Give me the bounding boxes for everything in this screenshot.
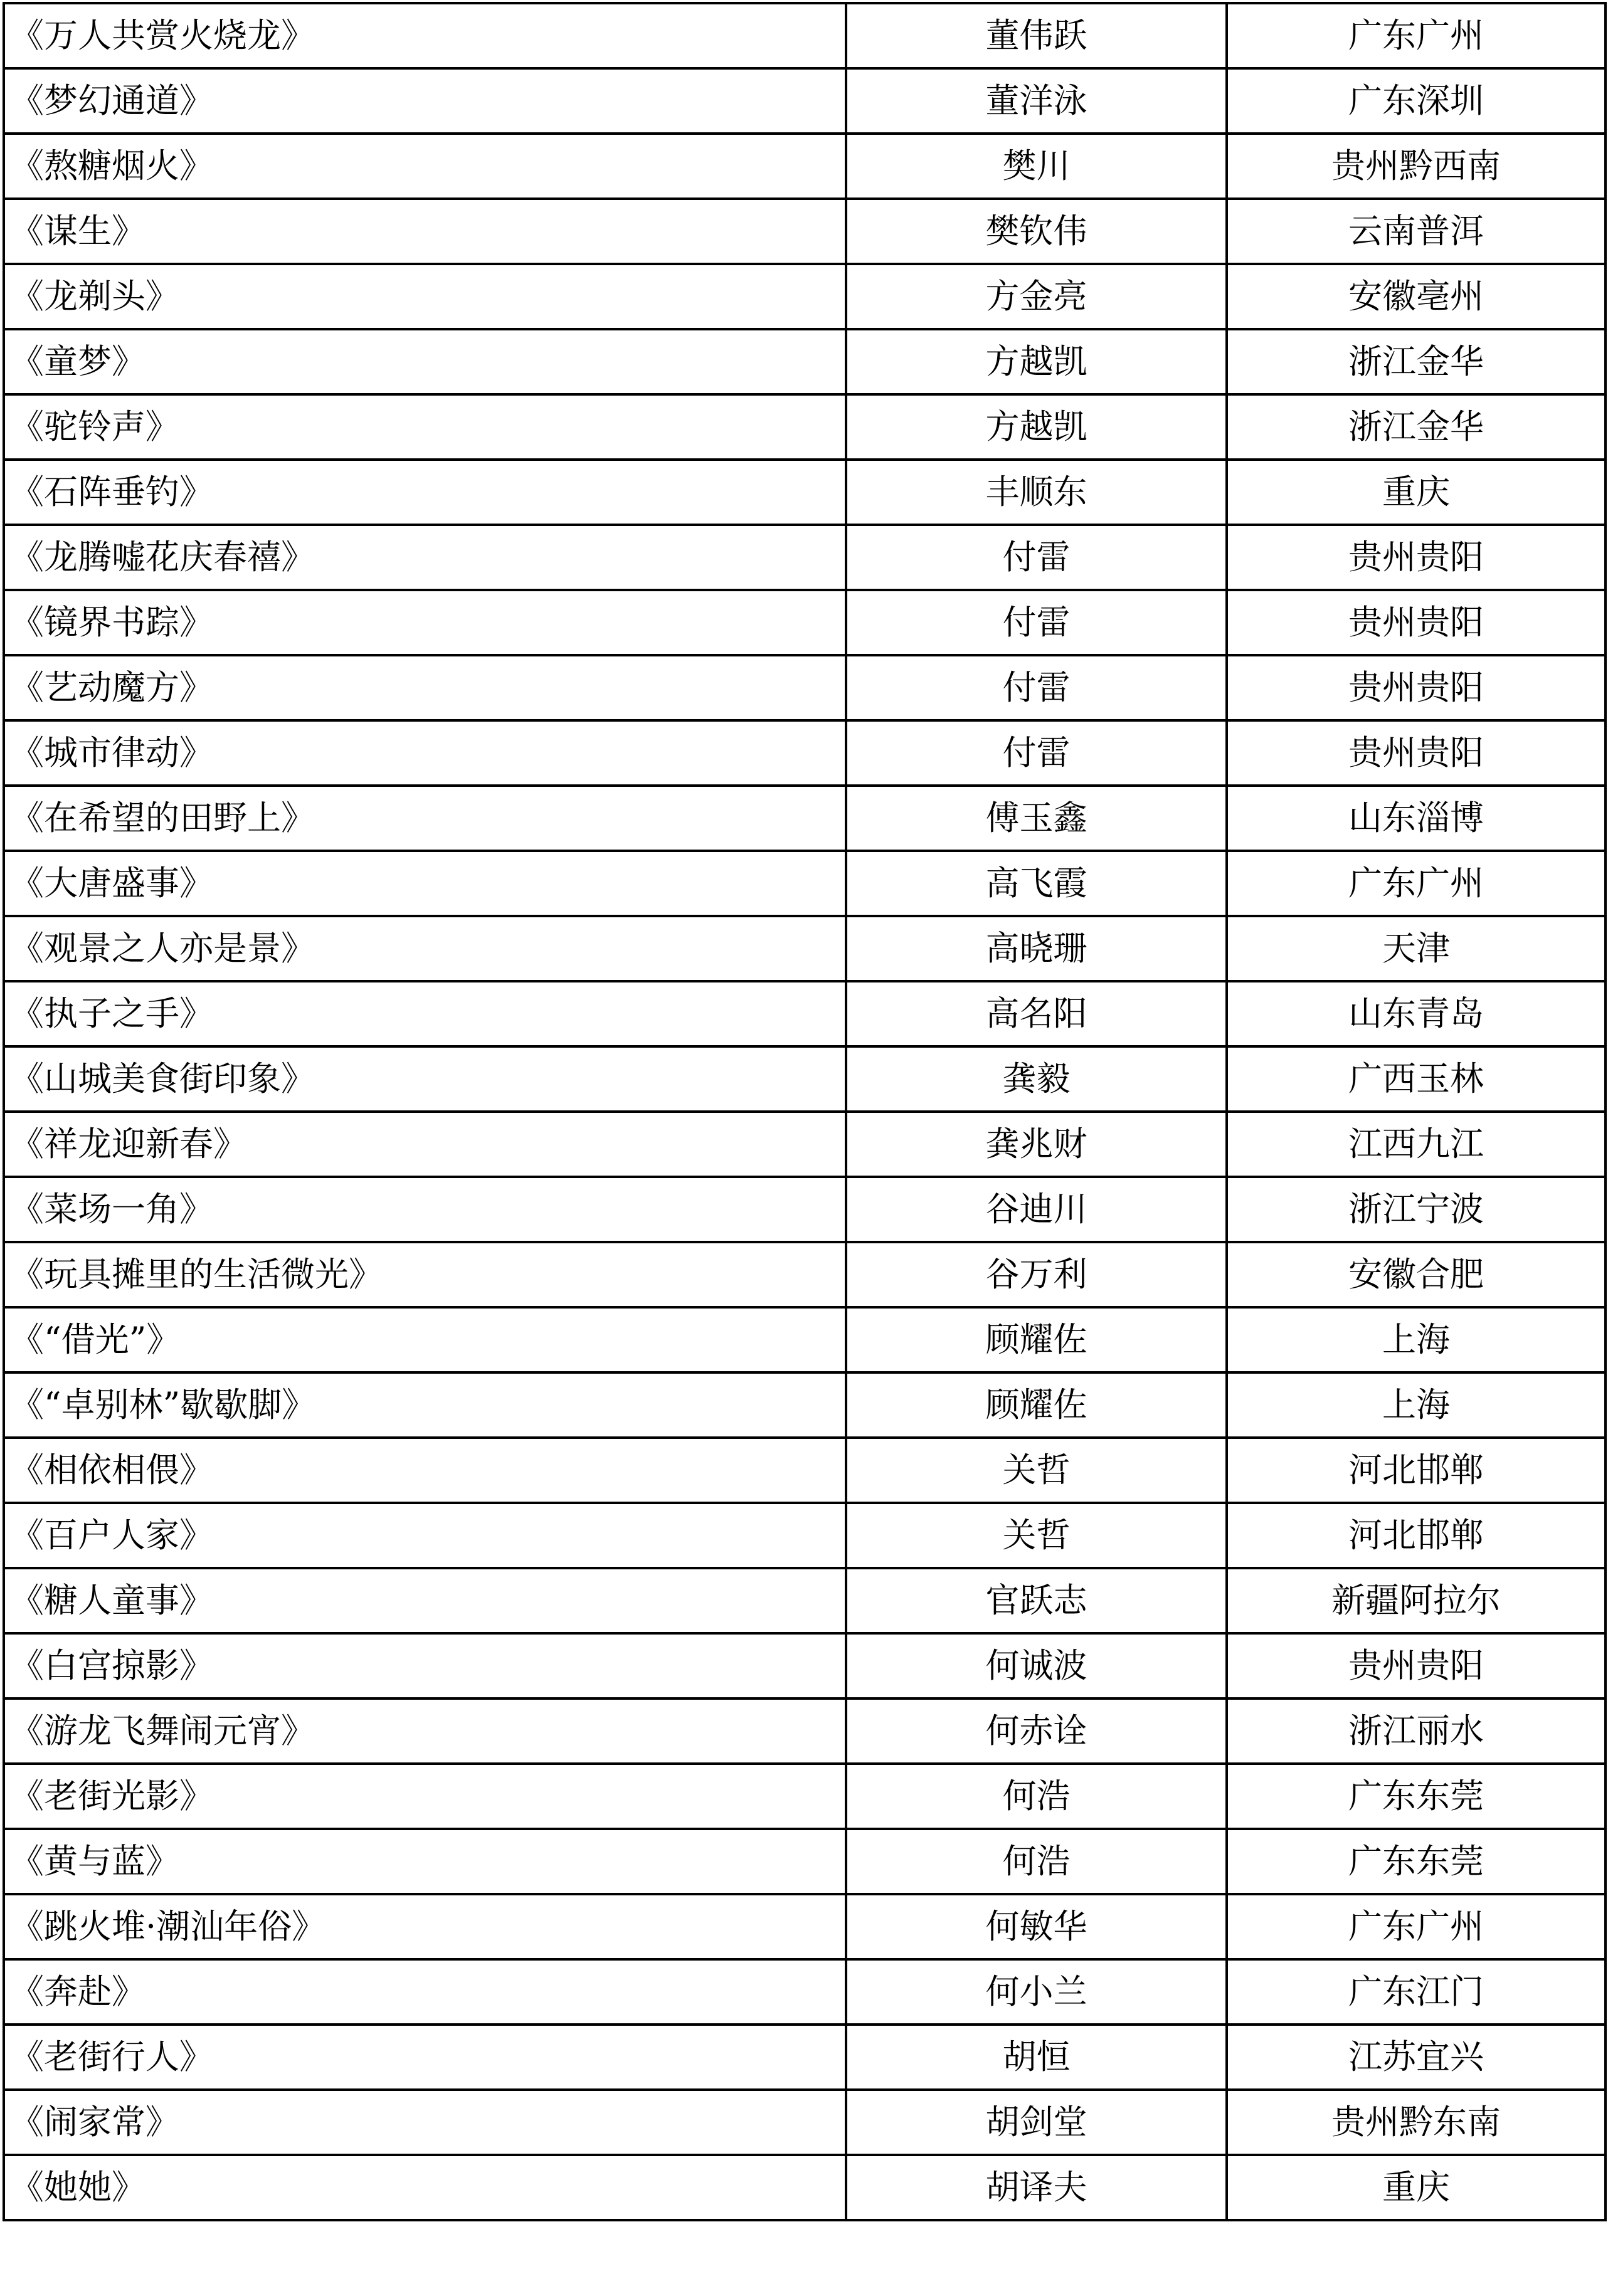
work-title-cell: 《奔赴》 (4, 1959, 846, 2025)
author-cell: 董伟跃 (846, 3, 1227, 68)
author-cell: 方越凯 (846, 394, 1227, 460)
table-row (4, 590, 1605, 655)
region-cell: 浙江宁波 (1227, 1177, 1605, 1242)
author-cell: 龚毅 (846, 1046, 1227, 1112)
author-cell: 顾耀佐 (846, 1307, 1227, 1372)
author-cell: 高飞霞 (846, 851, 1227, 916)
author-cell: 樊川 (846, 134, 1227, 199)
region-cell: 广东江门 (1227, 1959, 1605, 2025)
work-title-cell: 《她她》 (4, 2155, 846, 2220)
table-row (4, 1438, 1605, 1503)
work-title-cell: 《龙腾嘘花庆春禧》 (4, 525, 846, 590)
table-row (4, 329, 1605, 394)
author-cell: 谷万利 (846, 1242, 1227, 1307)
author-cell: 付雷 (846, 590, 1227, 655)
table-row (4, 2090, 1605, 2155)
work-title-cell: 《城市律动》 (4, 720, 846, 786)
work-title-cell: 《在希望的田野上》 (4, 786, 846, 851)
work-title-cell: 《熬糖烟火》 (4, 134, 846, 199)
table-row (4, 1372, 1605, 1438)
work-title-cell: 《梦幻通道》 (4, 68, 846, 134)
region-cell: 重庆 (1227, 2155, 1605, 2220)
region-cell: 山东淄博 (1227, 786, 1605, 851)
table-row (4, 2025, 1605, 2090)
author-cell: 付雷 (846, 655, 1227, 720)
table-row (4, 1698, 1605, 1764)
author-cell: 何浩 (846, 1764, 1227, 1829)
work-title-cell: 《驼铃声》 (4, 394, 846, 460)
table-row (4, 3, 1605, 68)
region-cell: 江苏宜兴 (1227, 2025, 1605, 2090)
region-cell: 广东东莞 (1227, 1829, 1605, 1894)
region-cell: 山东青岛 (1227, 981, 1605, 1046)
region-cell: 贵州贵阳 (1227, 1633, 1605, 1698)
work-title-cell: 《黄与蓝》 (4, 1829, 846, 1894)
author-cell: 何诚波 (846, 1633, 1227, 1698)
table-row (4, 1568, 1605, 1633)
region-cell: 上海 (1227, 1307, 1605, 1372)
table-row (4, 1829, 1605, 1894)
work-title-cell: 《艺动魔方》 (4, 655, 846, 720)
region-cell: 安徽亳州 (1227, 264, 1605, 329)
work-title-cell: 《童梦》 (4, 329, 846, 394)
table-row (4, 68, 1605, 134)
work-title-cell: 《观景之人亦是景》 (4, 916, 846, 981)
table-row (4, 1307, 1605, 1372)
region-cell: 广西玉林 (1227, 1046, 1605, 1112)
region-cell: 浙江金华 (1227, 329, 1605, 394)
work-title-cell: 《龙剃头》 (4, 264, 846, 329)
table-row (4, 525, 1605, 590)
region-cell: 贵州黔西南 (1227, 134, 1605, 199)
author-cell: 傅玉鑫 (846, 786, 1227, 851)
work-title-cell: 《山城美食街印象》 (4, 1046, 846, 1112)
region-cell: 广东广州 (1227, 851, 1605, 916)
table-row (4, 1242, 1605, 1307)
table-row (4, 394, 1605, 460)
table-row (4, 851, 1605, 916)
region-cell: 云南普洱 (1227, 199, 1605, 264)
author-cell: 龚兆财 (846, 1112, 1227, 1177)
region-cell: 贵州贵阳 (1227, 720, 1605, 786)
author-cell: 何赤诠 (846, 1698, 1227, 1764)
author-cell: 谷迪川 (846, 1177, 1227, 1242)
table-row (4, 134, 1605, 199)
region-cell: 广东东莞 (1227, 1764, 1605, 1829)
region-cell: 江西九江 (1227, 1112, 1605, 1177)
region-cell: 贵州黔东南 (1227, 2090, 1605, 2155)
region-cell: 广东广州 (1227, 3, 1605, 68)
work-title-cell: 《菜场一角》 (4, 1177, 846, 1242)
work-title-cell: 《百户人家》 (4, 1503, 846, 1568)
table-row (4, 655, 1605, 720)
region-cell: 贵州贵阳 (1227, 590, 1605, 655)
entries-table (3, 2, 1607, 2221)
table-row (4, 199, 1605, 264)
work-title-cell: 《相依相偎》 (4, 1438, 846, 1503)
table-row (4, 460, 1605, 525)
work-title-cell: 《万人共赏火烧龙》 (4, 3, 846, 68)
author-cell: 付雷 (846, 720, 1227, 786)
table-row (4, 786, 1605, 851)
work-title-cell: 《大唐盛事》 (4, 851, 846, 916)
work-title-cell: 《玩具摊里的生活微光》 (4, 1242, 846, 1307)
region-cell: 广东广州 (1227, 1894, 1605, 1959)
table-row (4, 2155, 1605, 2220)
table-row (4, 981, 1605, 1046)
author-cell: 高晓珊 (846, 916, 1227, 981)
region-cell: 浙江金华 (1227, 394, 1605, 460)
author-cell: 胡恒 (846, 2025, 1227, 2090)
author-cell: 樊钦伟 (846, 199, 1227, 264)
author-cell: 付雷 (846, 525, 1227, 590)
table-row (4, 1177, 1605, 1242)
author-cell: 何小兰 (846, 1959, 1227, 2025)
table-row (4, 1959, 1605, 2025)
region-cell: 安徽合肥 (1227, 1242, 1605, 1307)
work-title-cell: 《白宫掠影》 (4, 1633, 846, 1698)
table-row (4, 1764, 1605, 1829)
region-cell: 天津 (1227, 916, 1605, 981)
region-cell: 河北邯郸 (1227, 1438, 1605, 1503)
work-title-cell: 《老街光影》 (4, 1764, 846, 1829)
author-cell: 高名阳 (846, 981, 1227, 1046)
work-title-cell: 《闹家常》 (4, 2090, 846, 2155)
author-cell: 关哲 (846, 1438, 1227, 1503)
author-cell: 胡剑堂 (846, 2090, 1227, 2155)
table-row (4, 264, 1605, 329)
region-cell: 上海 (1227, 1372, 1605, 1438)
work-title-cell: 《老街行人》 (4, 2025, 846, 2090)
author-cell: 关哲 (846, 1503, 1227, 1568)
work-title-cell: 《执子之手》 (4, 981, 846, 1046)
author-cell: 顾耀佐 (846, 1372, 1227, 1438)
region-cell: 新疆阿拉尔 (1227, 1568, 1605, 1633)
region-cell: 浙江丽水 (1227, 1698, 1605, 1764)
table-row (4, 916, 1605, 981)
author-cell: 方越凯 (846, 329, 1227, 394)
table-row (4, 720, 1605, 786)
work-title-cell: 《“卓别林”歇歇脚》 (4, 1372, 846, 1438)
table-row (4, 1112, 1605, 1177)
region-cell: 贵州贵阳 (1227, 655, 1605, 720)
author-cell: 何敏华 (846, 1894, 1227, 1959)
author-cell: 何浩 (846, 1829, 1227, 1894)
region-cell: 河北邯郸 (1227, 1503, 1605, 1568)
region-cell: 广东深圳 (1227, 68, 1605, 134)
work-title-cell: 《游龙飞舞闹元宵》 (4, 1698, 846, 1764)
work-title-cell: 《“借光”》 (4, 1307, 846, 1372)
work-title-cell: 《祥龙迎新春》 (4, 1112, 846, 1177)
region-cell: 贵州贵阳 (1227, 525, 1605, 590)
table-row (4, 1633, 1605, 1698)
table-row (4, 1503, 1605, 1568)
work-title-cell: 《石阵垂钓》 (4, 460, 846, 525)
author-cell: 胡译夫 (846, 2155, 1227, 2220)
region-cell: 重庆 (1227, 460, 1605, 525)
author-cell: 董洋泳 (846, 68, 1227, 134)
table-row (4, 1046, 1605, 1112)
author-cell: 官跃志 (846, 1568, 1227, 1633)
author-cell: 丰顺东 (846, 460, 1227, 525)
work-title-cell: 《谋生》 (4, 199, 846, 264)
entries-table-body (4, 3, 1605, 2220)
work-title-cell: 《糖人童事》 (4, 1568, 846, 1633)
work-title-cell: 《跳火堆·潮汕年俗》 (4, 1894, 846, 1959)
table-row (4, 1894, 1605, 1959)
author-cell: 方金亮 (846, 264, 1227, 329)
work-title-cell: 《镜界书踪》 (4, 590, 846, 655)
